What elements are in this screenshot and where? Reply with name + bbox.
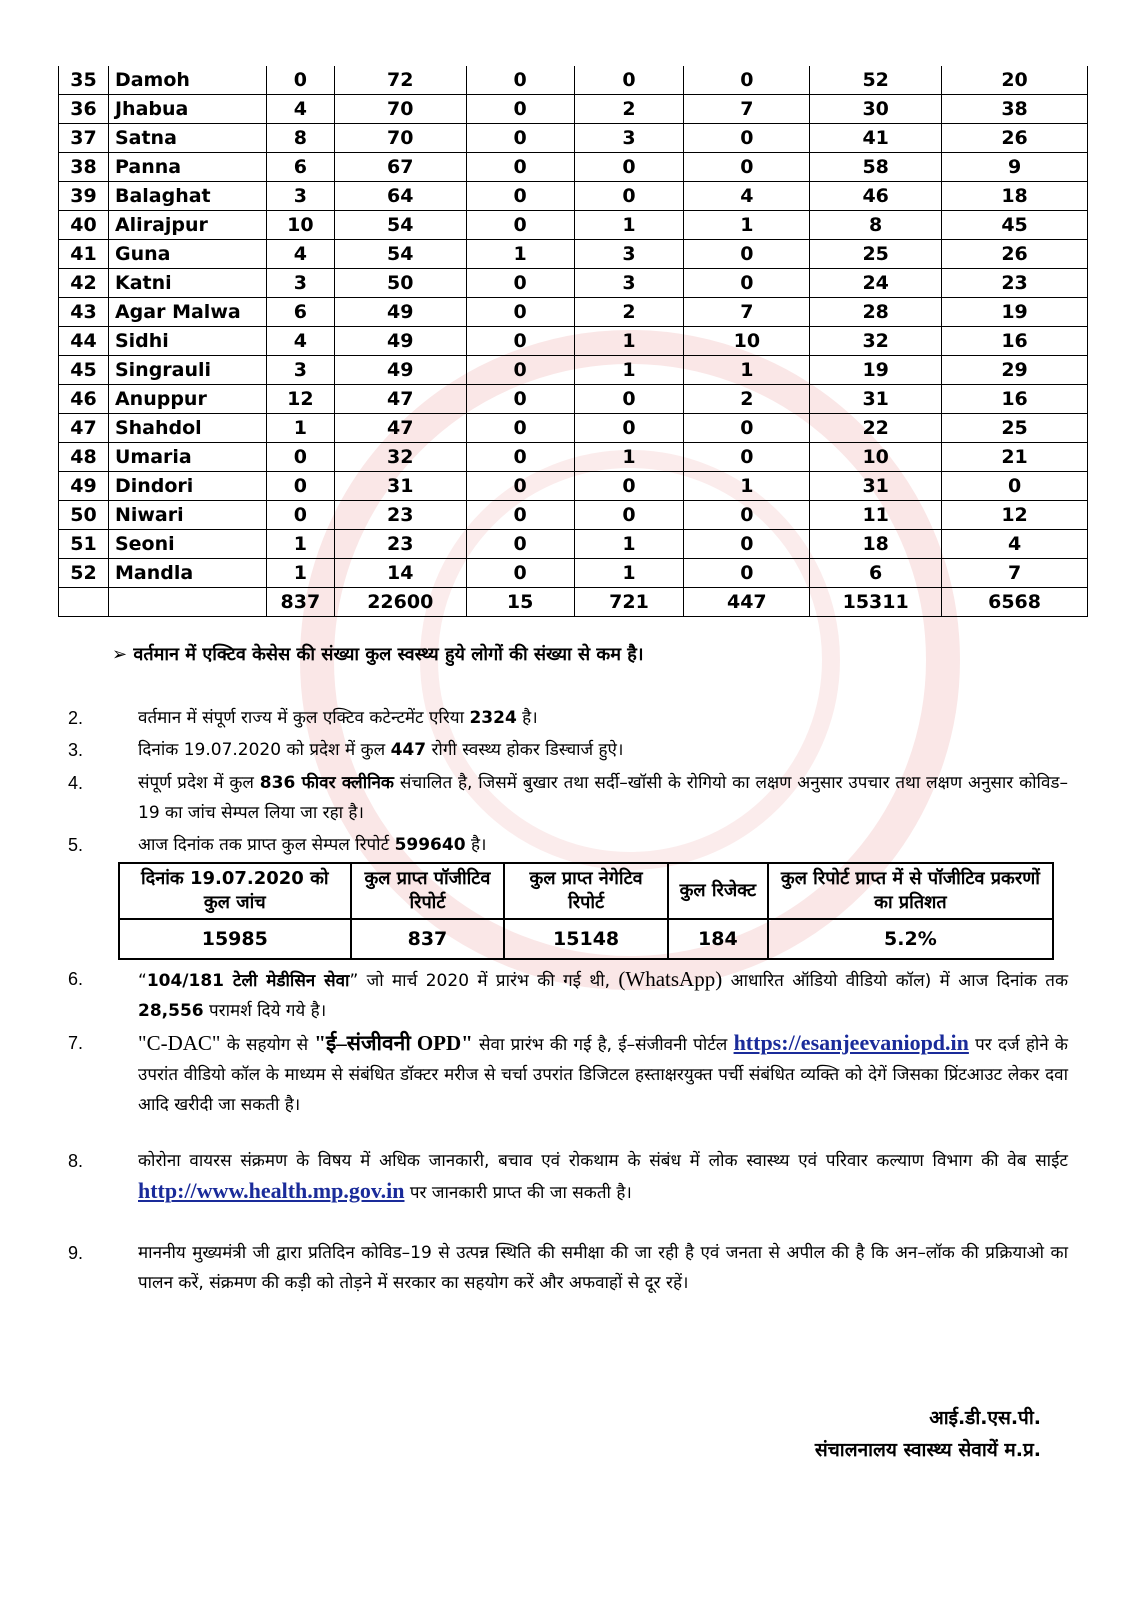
- c1-cell: 6: [266, 298, 334, 327]
- total-c3-cell: 15: [466, 588, 574, 617]
- table-row: [59, 95, 1088, 124]
- c6-cell: 31: [810, 385, 942, 414]
- c2-cell: 49: [334, 298, 466, 327]
- c4-cell: 3: [574, 124, 684, 153]
- table-row: [59, 124, 1088, 153]
- c1-cell: 6: [266, 153, 334, 182]
- serial-cell: 41: [59, 240, 109, 269]
- c5-cell: 7: [684, 95, 810, 124]
- c5-cell: 0: [684, 153, 810, 182]
- c6-cell: 30: [810, 95, 942, 124]
- c7-cell: 25: [942, 414, 1088, 443]
- point-text: रोगी स्वस्थ्य होकर डिस्चार्ज हुऐ।: [426, 740, 624, 760]
- active-cases-note: ➢ वर्तमान में एक्टिव केसेस की संख्या कुल स्वस्थ्य हुये लोगों की संख्या से कम है।: [112, 644, 644, 665]
- c4-cell: 0: [574, 182, 684, 211]
- c4-cell: 0: [574, 66, 684, 95]
- point-9: [68, 1238, 1068, 1298]
- point-number: 9.: [68, 1243, 84, 1263]
- point-value: 447: [390, 740, 427, 760]
- c3-cell: 0: [466, 472, 574, 501]
- table-row: [59, 443, 1088, 472]
- c4-cell: 2: [574, 298, 684, 327]
- point-3: [68, 735, 1068, 765]
- c1-cell: 10: [266, 211, 334, 240]
- header-negative-reports: कुल प्राप्त नेगेटिव रिपोर्ट: [504, 863, 668, 919]
- c6-cell: 8: [810, 211, 942, 240]
- c6-cell: 25: [810, 240, 942, 269]
- point-text: संपूर्ण प्रदेश में कुल: [138, 773, 260, 793]
- point-text: माननीय मुख्यमंत्री जी द्वारा प्रतिदिन कोविड–19 से उत्पन्न स्थिति की समीक्षा की जा रही है एवं जनता से अपील की है कि अन–लॉक की प्रक्रियाओ का पालन करें, संक्रमण की कड़ी को तोड़ने में सरकार का सहयोग करें और अफवाहों से दूर रहें।: [138, 1243, 1068, 1293]
- c1-cell: 4: [266, 327, 334, 356]
- table-row: [59, 269, 1088, 298]
- point-value: 599640: [394, 835, 466, 855]
- point-text: के सहयोग से: [220, 1035, 315, 1055]
- serial-cell: 52: [59, 559, 109, 588]
- c3-cell: 0: [466, 327, 574, 356]
- district-cell: Niwari: [108, 501, 266, 530]
- point-text: कोरोना वायरस संक्रमण के विषय में अधिक जानकारी, बचाव एवं रोकथाम के संबंध में लोक स्वास्थ्य एवं परिवार कल्याण विभाग की वेब साईट: [138, 1151, 1068, 1171]
- c4-cell: 0: [574, 414, 684, 443]
- c2-cell: 54: [334, 240, 466, 269]
- c2-cell: 47: [334, 385, 466, 414]
- c6-cell: 22: [810, 414, 942, 443]
- c3-cell: 0: [466, 414, 574, 443]
- c5-cell: 0: [684, 124, 810, 153]
- serial-cell: 36: [59, 95, 109, 124]
- district-cell: Jhabua: [108, 95, 266, 124]
- c5-cell: 1: [684, 211, 810, 240]
- district-cell: Anuppur: [108, 385, 266, 414]
- district-cell: Agar Malwa: [108, 298, 266, 327]
- serial-cell: 47: [59, 414, 109, 443]
- c4-cell: 0: [574, 501, 684, 530]
- c1-cell: 1: [266, 559, 334, 588]
- value-total-tests: 15985: [119, 919, 351, 959]
- header-positive-reports: कुल प्राप्त पॉजीटिव रिपोर्ट: [351, 863, 505, 919]
- district-cell: Sidhi: [108, 327, 266, 356]
- c3-cell: 0: [466, 501, 574, 530]
- c5-cell: 4: [684, 182, 810, 211]
- table-row: [59, 327, 1088, 356]
- c2-cell: 64: [334, 182, 466, 211]
- district-cell: Seoni: [108, 530, 266, 559]
- point-number: 5.: [68, 835, 84, 855]
- table-row: [59, 472, 1088, 501]
- c6-cell: 41: [810, 124, 942, 153]
- point-text: परामर्श दिये गये है।: [203, 1001, 327, 1021]
- total-serial-cell: [59, 588, 109, 617]
- serial-cell: 51: [59, 530, 109, 559]
- c6-cell: 52: [810, 66, 942, 95]
- total-c5-cell: 447: [684, 588, 810, 617]
- c6-cell: 19: [810, 356, 942, 385]
- serial-cell: 38: [59, 153, 109, 182]
- c3-cell: 0: [466, 530, 574, 559]
- district-cell: Singrauli: [108, 356, 266, 385]
- c2-cell: 72: [334, 66, 466, 95]
- total-c2-cell: 22600: [334, 588, 466, 617]
- value-positive-percentage: 5.2%: [768, 919, 1053, 959]
- c5-cell: 0: [684, 269, 810, 298]
- c7-cell: 16: [942, 385, 1088, 414]
- c1-cell: 0: [266, 501, 334, 530]
- point-8: [68, 1146, 1068, 1208]
- health-website-link[interactable]: http://www.health.mp.gov.in: [138, 1178, 405, 1203]
- c6-cell: 28: [810, 298, 942, 327]
- table-row: [59, 559, 1088, 588]
- point-number: 3.: [68, 740, 84, 760]
- value-positive-reports: 837: [351, 919, 505, 959]
- table-row: [59, 182, 1088, 211]
- esanjeevani-label: "ई–संजीवनी OPD": [314, 1031, 473, 1055]
- c3-cell: 0: [466, 559, 574, 588]
- c5-cell: 1: [684, 472, 810, 501]
- district-cell: Damoh: [108, 66, 266, 95]
- c6-cell: 18: [810, 530, 942, 559]
- c4-cell: 1: [574, 530, 684, 559]
- signature-department: संचालनालय स्वास्थ्य सेवायें म.प्र.: [814, 1439, 1041, 1461]
- c1-cell: 0: [266, 443, 334, 472]
- c1-cell: 1: [266, 414, 334, 443]
- point-7: [68, 1028, 1068, 1120]
- serial-cell: 44: [59, 327, 109, 356]
- c2-cell: 23: [334, 501, 466, 530]
- table-row: [59, 211, 1088, 240]
- district-cell: Katni: [108, 269, 266, 298]
- c3-cell: 0: [466, 124, 574, 153]
- district-cell: Mandla: [108, 559, 266, 588]
- point-text: संचालित है, जिसमें बुखार तथा सर्दी–खॉसी के रोगियो का लक्षण अनुसार उपचार तथा लक्षण अनुसार कोविड–19 का जांच सेम्पल लिया जा रहा है।: [138, 773, 1069, 823]
- district-cell: Balaghat: [108, 182, 266, 211]
- sample-report-table: [118, 862, 1054, 960]
- point-number: 8.: [68, 1151, 84, 1171]
- esanjeevani-link[interactable]: https://esanjeevaniopd.in: [733, 1030, 969, 1055]
- c7-cell: 29: [942, 356, 1088, 385]
- point-text: दिनांक 19.07.2020 को प्रदेश में कुल: [138, 740, 391, 760]
- c2-cell: 54: [334, 211, 466, 240]
- c2-cell: 70: [334, 95, 466, 124]
- point-6: [68, 964, 1068, 1026]
- point-text: आज दिनांक तक प्राप्त कुल सेम्पल रिपोर्ट: [138, 835, 395, 855]
- header-rejected: कुल रिजेक्ट: [668, 863, 768, 919]
- c4-cell: 1: [574, 559, 684, 588]
- c2-cell: 32: [334, 443, 466, 472]
- c1-cell: 8: [266, 124, 334, 153]
- c6-cell: 32: [810, 327, 942, 356]
- serial-cell: 45: [59, 356, 109, 385]
- district-cell: Satna: [108, 124, 266, 153]
- point-4: [68, 768, 1068, 828]
- c3-cell: 0: [466, 356, 574, 385]
- c3-cell: 0: [466, 385, 574, 414]
- c4-cell: 1: [574, 327, 684, 356]
- c2-cell: 14: [334, 559, 466, 588]
- c7-cell: 20: [942, 66, 1088, 95]
- district-cell: Umaria: [108, 443, 266, 472]
- c3-cell: 0: [466, 298, 574, 327]
- value-rejected: 184: [668, 919, 768, 959]
- header-total-tests: दिनांक 19.07.2020 को कुल जांच: [119, 863, 351, 919]
- serial-cell: 42: [59, 269, 109, 298]
- c7-cell: 7: [942, 559, 1088, 588]
- c5-cell: 0: [684, 414, 810, 443]
- c2-cell: 67: [334, 153, 466, 182]
- c2-cell: 47: [334, 414, 466, 443]
- serial-cell: 39: [59, 182, 109, 211]
- c7-cell: 19: [942, 298, 1088, 327]
- c5-cell: 2: [684, 385, 810, 414]
- c2-cell: 49: [334, 356, 466, 385]
- total-c7-cell: 6568: [942, 588, 1088, 617]
- point-text: आधारित ऑडियो वीडियो कॉल) में आज दिनांक तक: [722, 971, 1068, 991]
- point-2: [68, 703, 1068, 733]
- c4-cell: 0: [574, 385, 684, 414]
- c1-cell: 1: [266, 530, 334, 559]
- point-text: पर दर्ज होने के उपरांत वीडियो कॉल के माध्यम से संबंधित डॉक्टर मरीज से चर्चा उपरांत डिजिटल हस्ताक्षरयुक्त पर्ची संबंधित व्यक्ति को देगें जिसका प्रिंटआउट लेकर दवा आदि खरीदी जा सकती है।: [138, 1035, 1068, 1115]
- point-text: है।: [465, 835, 487, 855]
- c3-cell: 0: [466, 66, 574, 95]
- c5-cell: 7: [684, 298, 810, 327]
- district-cell: Alirajpur: [108, 211, 266, 240]
- c5-cell: 1: [684, 356, 810, 385]
- c3-cell: 0: [466, 182, 574, 211]
- c6-cell: 11: [810, 501, 942, 530]
- district-cell: Shahdol: [108, 414, 266, 443]
- c1-cell: 3: [266, 356, 334, 385]
- c6-cell: 10: [810, 443, 942, 472]
- serial-cell: 37: [59, 124, 109, 153]
- point-number: 6.: [68, 969, 84, 989]
- point-text: सेवा प्रारंभ की गई है, ई–संजीवनी पोर्टल: [472, 1035, 734, 1055]
- c5-cell: 0: [684, 559, 810, 588]
- district-cell: Panna: [108, 153, 266, 182]
- point-text: है।: [516, 708, 538, 728]
- c7-cell: 38: [942, 95, 1088, 124]
- c3-cell: 0: [466, 95, 574, 124]
- table-row: [59, 66, 1088, 95]
- table-row: [59, 240, 1088, 269]
- c5-cell: 0: [684, 66, 810, 95]
- table-row: [59, 356, 1088, 385]
- signature-org: आई.डी.एस.पी.: [929, 1407, 1041, 1429]
- c7-cell: 12: [942, 501, 1088, 530]
- c2-cell: 31: [334, 472, 466, 501]
- c2-cell: 49: [334, 327, 466, 356]
- point-text: ” जो मार्च 2020 में प्रारंभ की गई थी,: [349, 971, 619, 991]
- c5-cell: 0: [684, 443, 810, 472]
- point-number: 4.: [68, 773, 84, 793]
- c1-cell: 4: [266, 95, 334, 124]
- c6-cell: 6: [810, 559, 942, 588]
- table-row: [59, 153, 1088, 182]
- table-row: [59, 501, 1088, 530]
- c5-cell: 0: [684, 501, 810, 530]
- serial-cell: 40: [59, 211, 109, 240]
- c7-cell: 45: [942, 211, 1088, 240]
- totals-row: [59, 588, 1088, 617]
- c7-cell: 18: [942, 182, 1088, 211]
- c2-cell: 23: [334, 530, 466, 559]
- point-value: 28,556: [138, 1001, 204, 1021]
- c3-cell: 0: [466, 153, 574, 182]
- c7-cell: 26: [942, 240, 1088, 269]
- c7-cell: 0: [942, 472, 1088, 501]
- district-cell: Guna: [108, 240, 266, 269]
- c4-cell: 1: [574, 211, 684, 240]
- total-c1-cell: 837: [266, 588, 334, 617]
- c4-cell: 2: [574, 95, 684, 124]
- point-number: 2.: [68, 708, 84, 728]
- serial-cell: 46: [59, 385, 109, 414]
- c1-cell: 3: [266, 182, 334, 211]
- c6-cell: 46: [810, 182, 942, 211]
- header-positive-percentage: कुल रिपोर्ट प्राप्त में से पॉजीटिव प्रकरणों का प्रतिशत: [768, 863, 1053, 919]
- c7-cell: 23: [942, 269, 1088, 298]
- service-name: 104/181 टेली मेडीसिन सेवा: [146, 971, 350, 991]
- point-text: वर्तमान में संपूर्ण राज्य में कुल एक्टिव कटेन्टमेंट एरिया: [138, 708, 470, 728]
- c3-cell: 1: [466, 240, 574, 269]
- point-text: पर जानकारी प्राप्त की जा सकती है।: [404, 1183, 632, 1203]
- c4-cell: 3: [574, 240, 684, 269]
- c2-cell: 70: [334, 124, 466, 153]
- c6-cell: 58: [810, 153, 942, 182]
- district-cell: Dindori: [108, 472, 266, 501]
- c7-cell: 16: [942, 327, 1088, 356]
- c7-cell: 4: [942, 530, 1088, 559]
- c7-cell: 21: [942, 443, 1088, 472]
- c4-cell: 1: [574, 356, 684, 385]
- c4-cell: 0: [574, 153, 684, 182]
- c1-cell: 3: [266, 269, 334, 298]
- c5-cell: 0: [684, 240, 810, 269]
- c7-cell: 26: [942, 124, 1088, 153]
- serial-cell: 43: [59, 298, 109, 327]
- cdac-label: "C-DAC": [138, 1031, 221, 1055]
- table-row: [59, 385, 1088, 414]
- c5-cell: 10: [684, 327, 810, 356]
- point-number: 7.: [68, 1033, 84, 1053]
- serial-cell: 50: [59, 501, 109, 530]
- district-table: [58, 66, 1088, 617]
- point-value: 836 फीवर क्लीनिक: [259, 773, 394, 793]
- c3-cell: 0: [466, 443, 574, 472]
- table-row: [59, 298, 1088, 327]
- c5-cell: 0: [684, 530, 810, 559]
- c2-cell: 50: [334, 269, 466, 298]
- c4-cell: 3: [574, 269, 684, 298]
- serial-cell: 49: [59, 472, 109, 501]
- c6-cell: 24: [810, 269, 942, 298]
- c4-cell: 0: [574, 472, 684, 501]
- c1-cell: 0: [266, 66, 334, 95]
- c1-cell: 0: [266, 472, 334, 501]
- c1-cell: 4: [266, 240, 334, 269]
- c3-cell: 0: [466, 269, 574, 298]
- point-text: “: [138, 971, 147, 991]
- c3-cell: 0: [466, 211, 574, 240]
- whatsapp-label: (WhatsApp): [618, 967, 723, 991]
- total-c4-cell: 721: [574, 588, 684, 617]
- c6-cell: 31: [810, 472, 942, 501]
- c7-cell: 9: [942, 153, 1088, 182]
- table-row: [59, 530, 1088, 559]
- table-row: [59, 414, 1088, 443]
- serial-cell: 48: [59, 443, 109, 472]
- total-c6-cell: 15311: [810, 588, 942, 617]
- point-5: [68, 830, 1068, 860]
- serial-cell: 35: [59, 66, 109, 95]
- total-district-cell: [108, 588, 266, 617]
- value-negative-reports: 15148: [504, 919, 668, 959]
- c1-cell: 12: [266, 385, 334, 414]
- c4-cell: 1: [574, 443, 684, 472]
- point-value: 2324: [469, 708, 517, 728]
